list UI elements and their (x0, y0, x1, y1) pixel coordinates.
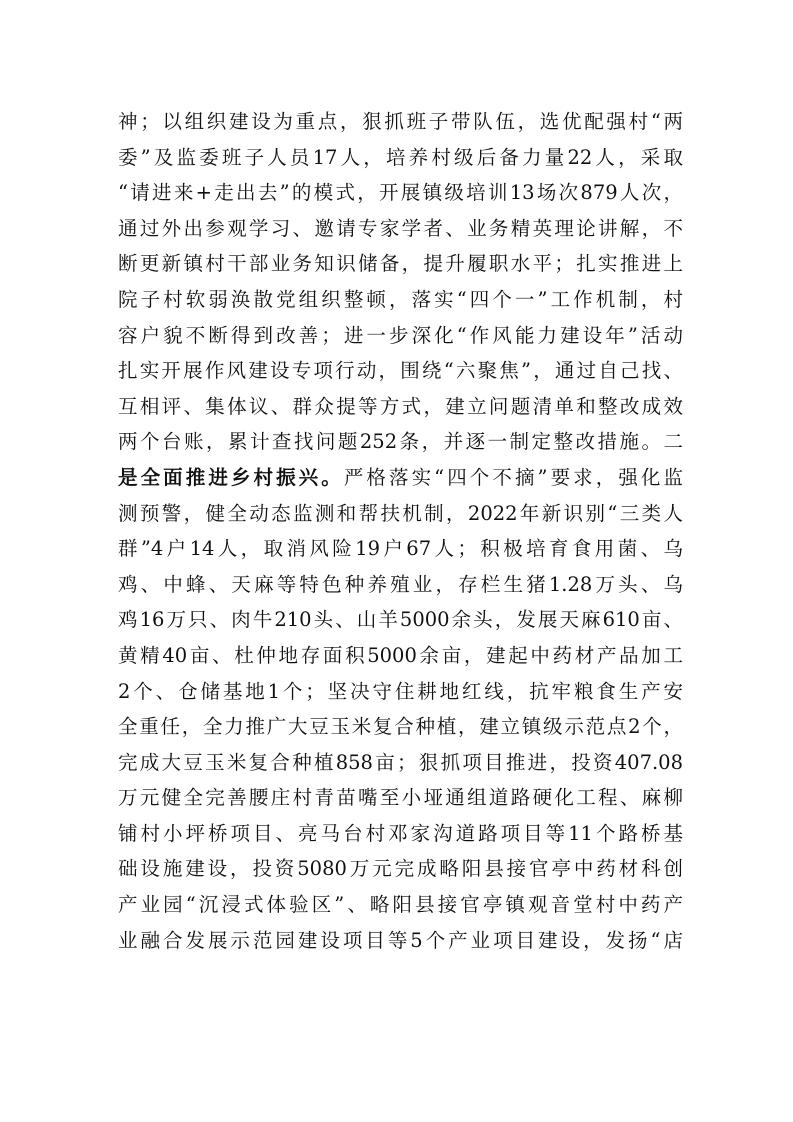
text-line (118, 531, 683, 567)
text-line (118, 318, 683, 354)
line-text: 委”及监委班子人员17人，培养村级后备力量22人，采取 (118, 145, 683, 169)
line-text: 2个、仓储基地1个；坚决守住耕地红线，抗牢粮食生产安 (118, 679, 683, 703)
text-line (118, 246, 683, 282)
line-text: 严格落实“四个不摘”要求，强化监 (343, 465, 683, 489)
text-line (118, 780, 683, 816)
text-line (118, 638, 683, 674)
line-text: 两个台账，累计查找问题252条，并逐一制定整改措施。二 (118, 430, 683, 454)
text-line (118, 602, 683, 638)
line-text: 万元健全完善腰庄村青苗嘴至小垭通组道路硬化工程、麻柳 (118, 786, 683, 810)
bold-heading-phrase: 是全面推进乡村振兴。 (118, 465, 344, 489)
line-text: 院子村软弱涣散党组织整顿，落实“四个一”工作机制，村 (118, 287, 683, 311)
line-text: 鸡16万只、肉牛210头、山羊5000余头，发展天麻610亩、 (118, 608, 683, 632)
line-text: 扎实开展作风建设专项行动，围绕“六聚焦”，通过自己找、 (118, 359, 683, 383)
line-text: 全重任，全力推广大豆玉米复合种植，建立镇级示范点2个， (118, 715, 683, 739)
line-text: 神；以组织建设为重点，狠抓班子带队伍，选优配强村“两 (118, 110, 683, 133)
line-text: 断更新镇村干部业务知识储备，提升履职水平；扎实推进上 (118, 252, 683, 276)
text-line (118, 104, 683, 140)
text-line (118, 816, 683, 852)
line-text: 黄精40亩、杜仲地存面积5000余亩，建起中药材产品加工 (118, 643, 683, 667)
text-line (118, 567, 683, 603)
line-text: 群”4户14人，取消风险19户67人；积极培育食用菌、乌 (118, 537, 683, 561)
text-line (118, 460, 683, 496)
body-paragraph (118, 104, 683, 958)
text-line (118, 424, 683, 460)
line-text: 通过外出参观学习、邀请专家学者、业务精英理论讲解，不 (118, 216, 683, 240)
text-line (118, 745, 683, 781)
line-text: “请进来+走出去”的模式，开展镇级培训13场次879人次， (118, 181, 683, 205)
line-text: 鸡、中蜂、天麻等特色种养殖业，存栏生猪1.28万头、乌 (118, 572, 683, 596)
text-line (118, 674, 683, 710)
line-text: 完成大豆玉米复合种植858亩；狠抓项目推进，投资407.08 (118, 750, 683, 774)
text-line (118, 851, 683, 887)
text-line (118, 211, 683, 247)
line-text: 铺村小坪桥项目、亮马台村邓家沟道路项目等11个路桥基 (118, 821, 683, 845)
line-text: 产业园“沉浸式体验区”、略阳县接官亭镇观音堂村中药产 (118, 893, 683, 917)
line-text: 础设施建设，投资5080万元完成略阳县接官亭中药材科创 (118, 857, 683, 881)
text-line (118, 282, 683, 318)
text-line (118, 175, 683, 211)
line-text: 测预警，健全动态监测和帮扶机制，2022年新识别“三类人 (118, 501, 683, 525)
text-line (118, 389, 683, 425)
line-text: 互相评、集体议、群众提等方式，建立问题清单和整改成效 (118, 394, 683, 418)
line-text: 容户貌不断得到改善；进一步深化“作风能力建设年”活动 (118, 323, 683, 347)
line-text: 业融合发展示范园建设项目等5个产业项目建设，发扬“店 (118, 928, 683, 952)
text-line (118, 496, 683, 532)
text-line (118, 353, 683, 389)
text-line (118, 887, 683, 923)
text-line (118, 709, 683, 745)
text-line (118, 923, 683, 959)
text-line (118, 140, 683, 176)
